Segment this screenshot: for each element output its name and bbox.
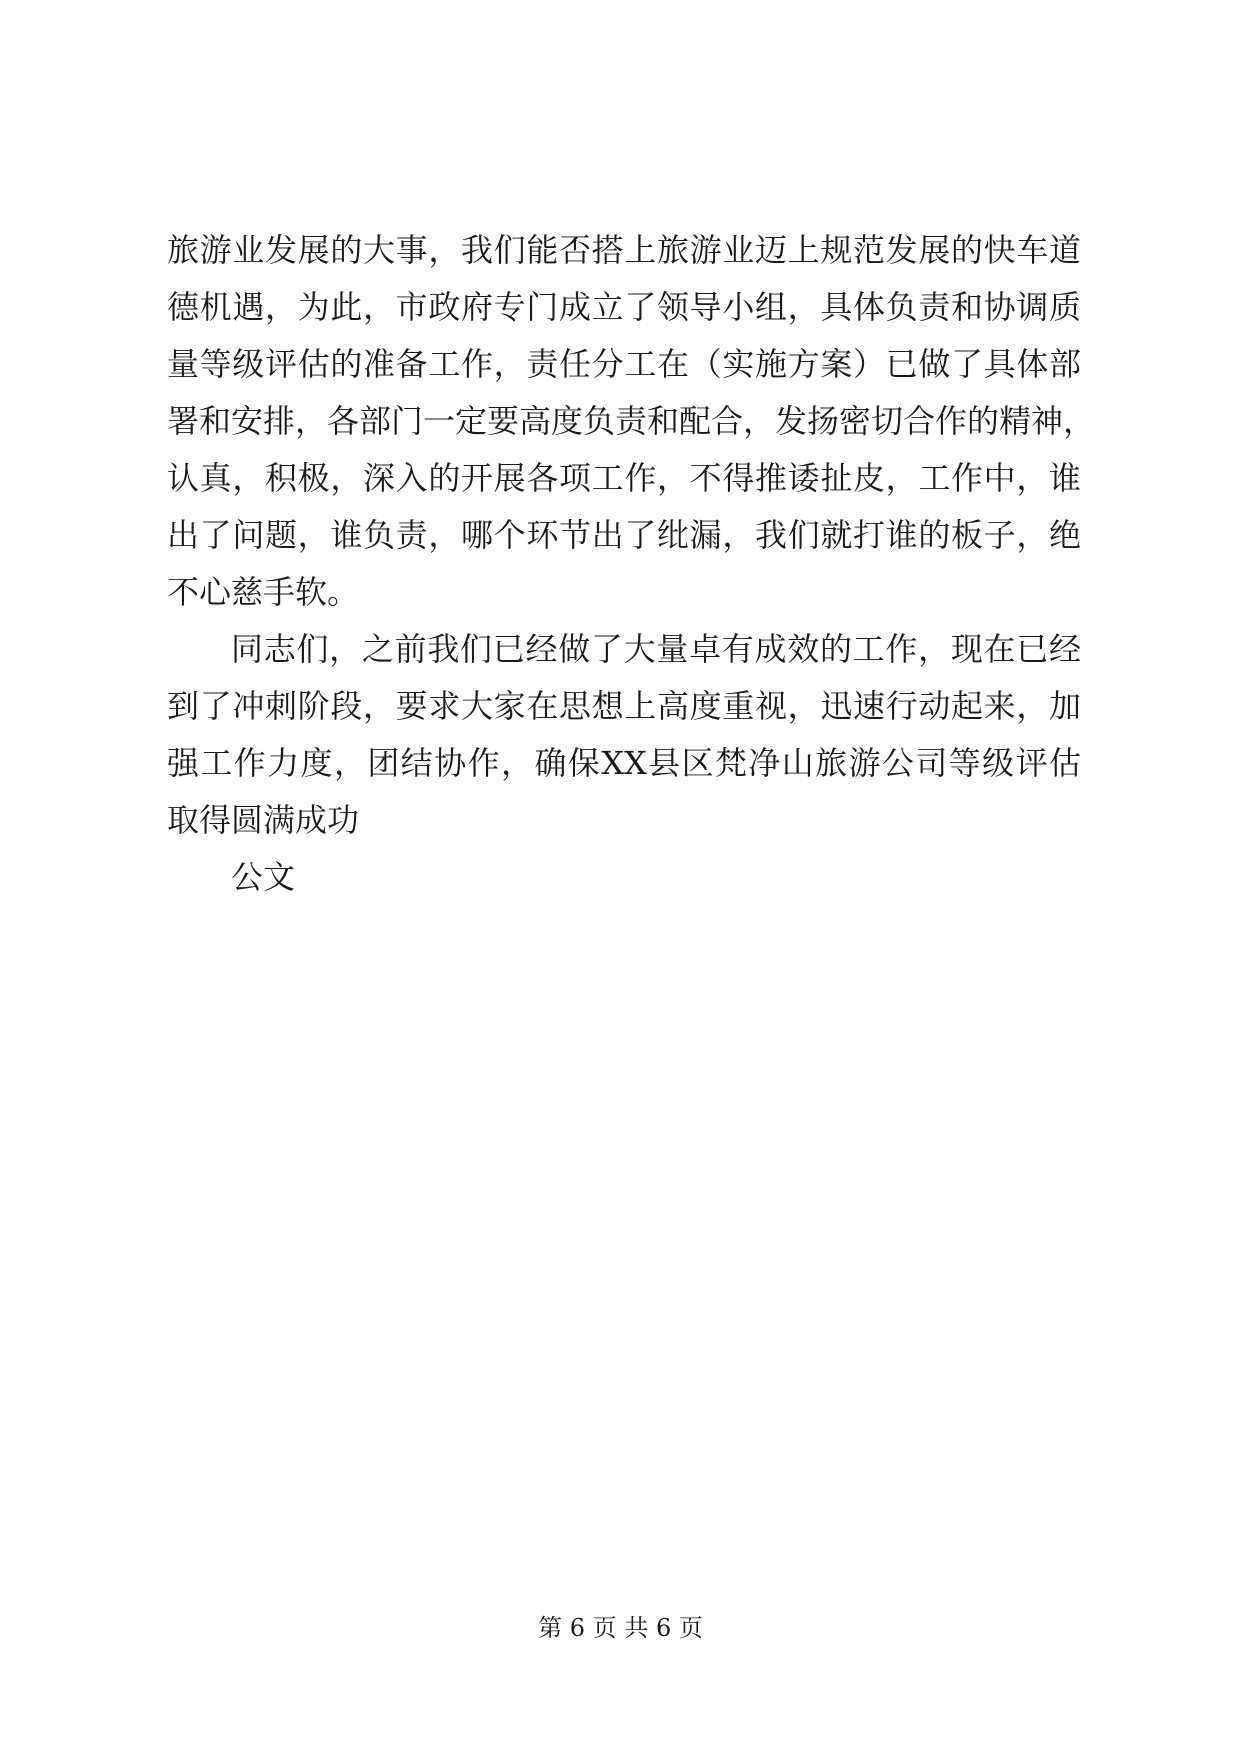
- text-line: 出了问题，谁负责，哪个环节出了纰漏，我们就打谁的板子，绝: [167, 516, 1081, 554]
- text-line: 不心慈手软。: [167, 573, 360, 611]
- text-line: 认真，积极，深入的开展各项工作，不得推诿扯皮，工作中，谁: [167, 459, 1081, 497]
- text-line: 同志们，之前我们已经做了大量卓有成效的工作，现在已经: [231, 630, 1081, 668]
- page-number-footer: 第 6 页 共 6 页: [538, 1614, 703, 1642]
- text-line: 到了冲刺阶段，要求大家在思想上高度重视，迅速行动起来，加: [167, 687, 1081, 725]
- text-line: 强工作力度，团结协作，确保XX县区梵净山旅游公司等级评估: [167, 744, 1081, 782]
- signature-line: 公文: [231, 858, 296, 896]
- text-line: 署和安排，各部门一定要高度负责和配合，发扬密切合作的精神，: [167, 402, 1096, 440]
- text-line: 取得圆满成功: [167, 801, 360, 839]
- document-body: [167, 222, 1096, 906]
- text-line: 旅游业发展的大事，我们能否搭上旅游业迈上规范发展的快车道: [167, 231, 1081, 269]
- text-line: 德机遇，为此，市政府专门成立了领导小组，具体负责和协调质: [167, 288, 1081, 326]
- text-line: 量等级评估的准备工作，责任分工在（实施方案）已做了具体部: [167, 345, 1081, 383]
